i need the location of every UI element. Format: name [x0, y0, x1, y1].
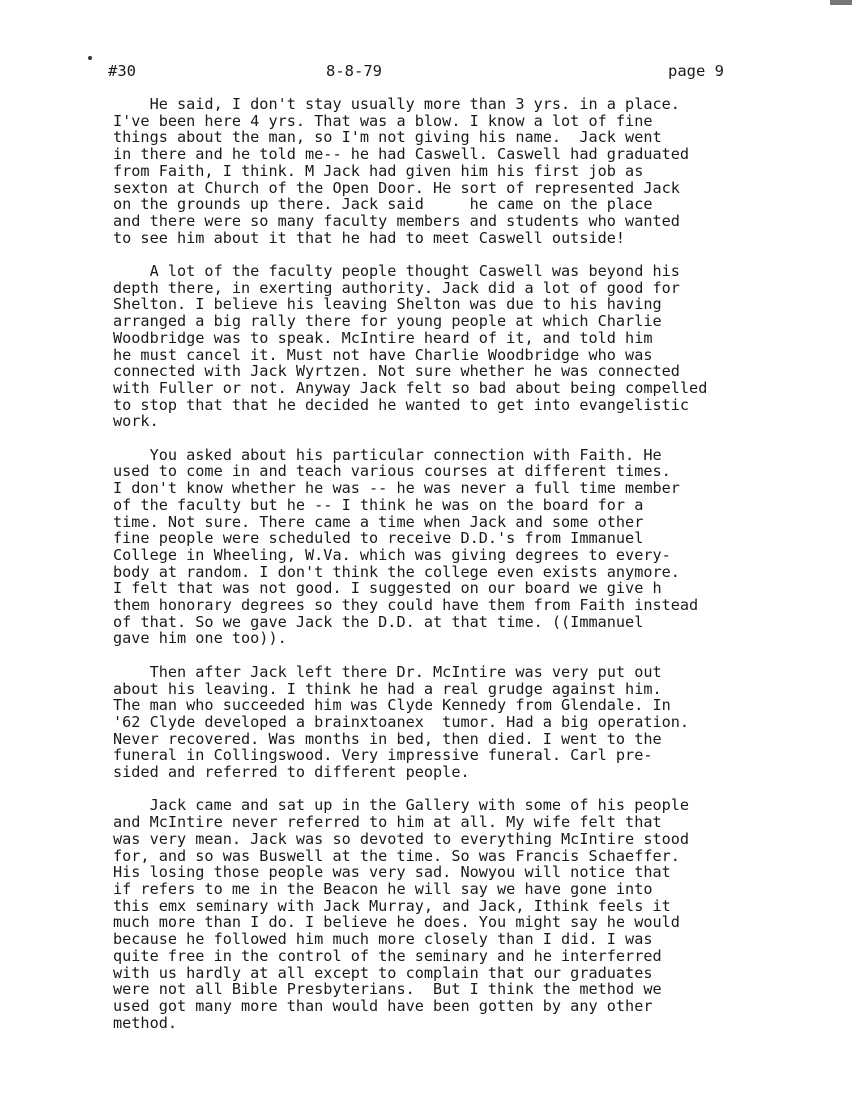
text-line: depth there, in exerting authority. Jack did a lot of good for — [113, 278, 680, 297]
text-line: gave him one too)). — [113, 629, 287, 648]
text-line: to see him about it that he had to meet Caswell outside! — [113, 228, 626, 247]
text-line: Never recovered. Was months in bed, then died. I went to the — [113, 729, 662, 748]
text-line: Then after Jack left there Dr. McIntire was very put out — [113, 662, 662, 681]
text-line: on the grounds up there. Jack said he came on the place — [113, 195, 653, 214]
body-text — [113, 96, 803, 1048]
text-line: was very mean. Jack was so devoted to everything McIntire stood — [113, 829, 690, 848]
text-line: and there were so many faculty members and students who wanted — [113, 211, 680, 230]
text-line: with Fuller or not. Anyway Jack felt so bad about being compelled — [113, 378, 708, 397]
paragraph — [113, 96, 803, 246]
page-header — [108, 62, 748, 84]
text-line: quite free in the control of the seminary and he interferred — [113, 946, 662, 965]
text-line: A lot of the faculty people thought Caswell was beyond his — [113, 262, 680, 281]
text-line: The man who succeeded him was Clyde Kennedy from Glendale. In — [113, 696, 671, 715]
text-line: I felt that was not good. I suggested on our board we give h — [113, 579, 662, 598]
text-line: funeral in Collingswood. Very impressive funeral. Carl pre- — [113, 746, 653, 765]
text-line: if refers to me in the Beacon he will say we have gone into — [113, 879, 653, 898]
text-line: connected with Jack Wyrtzen. Not sure whether he was connected — [113, 362, 680, 381]
text-line: Woodbridge was to speak. McIntire heard of it, and told him — [113, 328, 653, 347]
text-line: body at random. I don't think the college even exists anymore. — [113, 562, 680, 581]
scan-edge-mark — [830, 0, 852, 5]
text-line: with us hardly at all except to complain that our graduates — [113, 963, 653, 982]
text-line: were not all Bible Presbyterians. But I think the method we — [113, 980, 662, 999]
text-line: and McIntire never referred to him at all. My wife felt that — [113, 813, 662, 832]
text-line: used got many more than would have been gotten by any other — [113, 996, 653, 1015]
text-line: because he followed him much more closely than I did. I was — [113, 930, 653, 949]
transcript-number: #30 — [108, 62, 136, 80]
text-line: he must cancel it. Must not have Charlie Woodbridge who was — [113, 345, 653, 364]
text-line: College in Wheeling, W.Va. which was giving degrees to every- — [113, 545, 671, 564]
text-line: used to come in and teach various courses at different times. — [113, 462, 671, 481]
text-line: You asked about his particular connection with Faith. He — [113, 445, 662, 464]
text-line: Jack came and sat up in the Gallery with some of his people — [113, 796, 690, 815]
page-number: page 9 — [668, 62, 724, 80]
paragraph — [113, 263, 803, 430]
text-line: sided and referred to different people. — [113, 763, 470, 782]
text-line: this emx seminary with Jack Murray, and Jack, Ithink feels it — [113, 896, 671, 915]
text-line: I've been here 4 yrs. That was a blow. I know a lot of fine — [113, 111, 653, 130]
paragraph — [113, 447, 803, 647]
paragraph — [113, 797, 803, 1031]
text-line: method. — [113, 1013, 178, 1032]
text-line: arranged a big rally there for young people at which Charlie — [113, 312, 662, 331]
text-line: about his leaving. I think he had a real grudge against him. — [113, 679, 662, 698]
transcript-date: 8-8-79 — [326, 62, 382, 80]
text-line: Shelton. I believe his leaving Shelton was due to his having — [113, 295, 662, 314]
paragraph — [113, 664, 803, 781]
text-line: of that. So we gave Jack the D.D. at that time. ((Immanuel — [113, 612, 644, 631]
text-line: work. — [113, 412, 159, 431]
text-line: He said, I don't stay usually more than 3 yrs. in a place. — [113, 95, 680, 113]
stray-ink-dot — [88, 56, 92, 60]
text-line: in there and he told me-- he had Caswell. Caswell had graduated — [113, 145, 690, 164]
text-line: them honorary degrees so they could have them from Faith instead — [113, 596, 699, 615]
text-line: sexton at Church of the Open Door. He sort of represented Jack — [113, 178, 680, 197]
text-line: things about the man, so I'm not giving his name. Jack went — [113, 128, 662, 147]
text-line: for, and so was Buswell at the time. So was Francis Schaeffer. — [113, 846, 680, 865]
text-line: of the faculty but he -- I think he was on the board for a — [113, 495, 644, 514]
text-line: to stop that that he decided he wanted to get into evangelistic — [113, 395, 690, 414]
text-line: time. Not sure. There came a time when Jack and some other — [113, 512, 644, 531]
text-line: His losing those people was very sad. Nowyou will notice that — [113, 863, 671, 882]
text-line: from Faith, I think. M Jack had given him his first job as — [113, 161, 644, 180]
text-line: I don't know whether he was -- he was never a full time member — [113, 479, 680, 498]
text-line: much more than I do. I believe he does. You might say he would — [113, 913, 680, 932]
text-line: fine people were scheduled to receive D.D.'s from Immanuel — [113, 529, 644, 548]
text-line: '62 Clyde developed a brainxtoanex tumor. Had a big operation. — [113, 712, 690, 731]
